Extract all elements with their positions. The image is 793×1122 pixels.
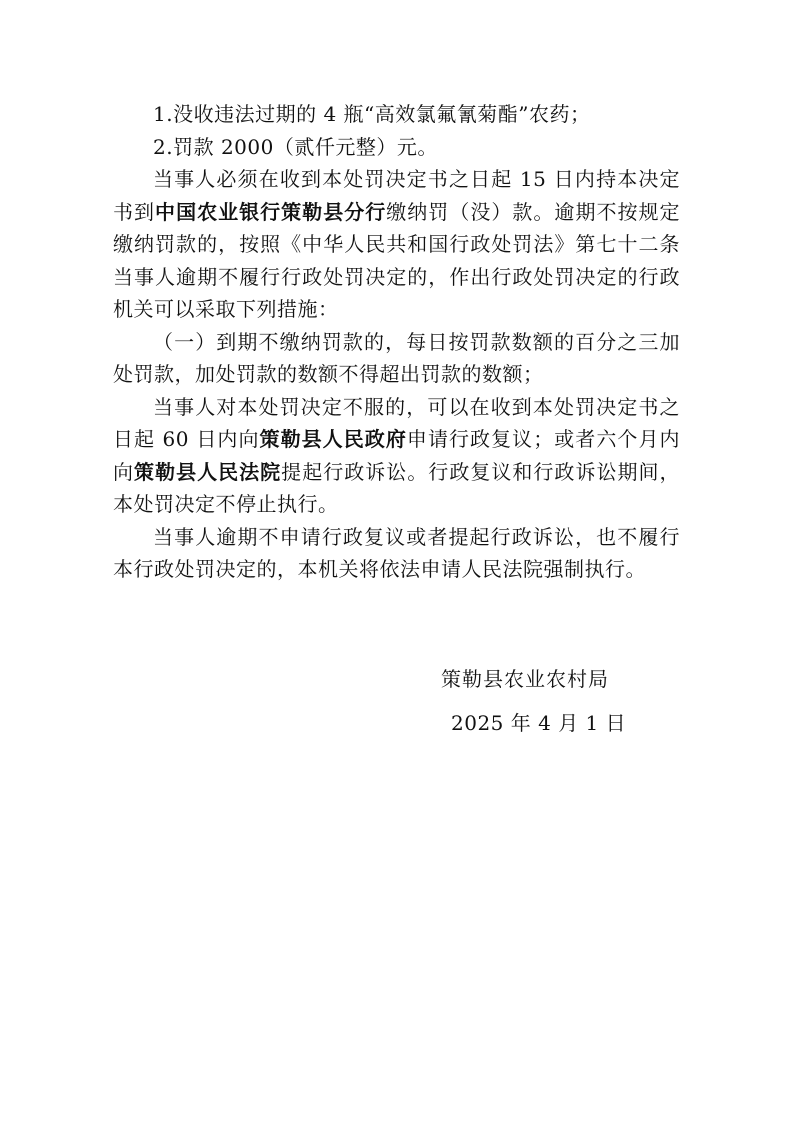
item-confiscation: 1.没收违法过期的 4 瓶“高效氯氟氰菊酯”农药； bbox=[153, 102, 591, 126]
review-text-3: 提起行政诉讼。行政复议和行政诉讼期间，本处罚决定不停止执行。 bbox=[113, 459, 681, 516]
document-body bbox=[113, 98, 680, 586]
payment-text-2: 缴纳罚（没）款。逾期不按规定缴纳罚款的，按照《中华人民共和国行政处罚法》第七十二条 当事人逾期不履行行政处罚决定的，作出行政处罚决定的行政机关可以采取下列措施： bbox=[113, 199, 681, 321]
paragraph-enforcement: 当事人逾期不申请行政复议或者提起行政诉讼，也不履行本行政处罚决定的，本机关将依法申请人民法院强制执行。 bbox=[113, 524, 680, 581]
signature-organization: 策勒县农业农村局 bbox=[441, 667, 609, 691]
item-fine: 2.罚款 2000（贰仟元整）元。 bbox=[153, 134, 438, 159]
court-name: 策勒县人民法院 bbox=[134, 459, 282, 484]
bank-name: 中国农业银行策勒县分行 bbox=[155, 199, 387, 224]
paragraph-review bbox=[113, 391, 680, 521]
review-text-1: 当事人对本处罚决定不服的，可以在收到本处罚决定书之日起 60 日内向 bbox=[113, 394, 680, 451]
payment-text-1: 当事人必须在收到本处罚决定书之日起 15 日内持本决定书到 bbox=[113, 167, 680, 224]
paragraph-payment bbox=[113, 163, 680, 326]
government-name: 策勒县人民政府 bbox=[259, 427, 407, 451]
paragraph-measure: （一）到期不缴纳罚款的，每日按罚款数额的百分之三加处罚款，加处罚款的数额不得超出罚款的数额； bbox=[113, 329, 680, 386]
review-text-2: 申请行政复议；或者六个月内向 bbox=[113, 427, 681, 484]
signature-date: 2025 年 4 月 1 日 bbox=[451, 711, 627, 735]
